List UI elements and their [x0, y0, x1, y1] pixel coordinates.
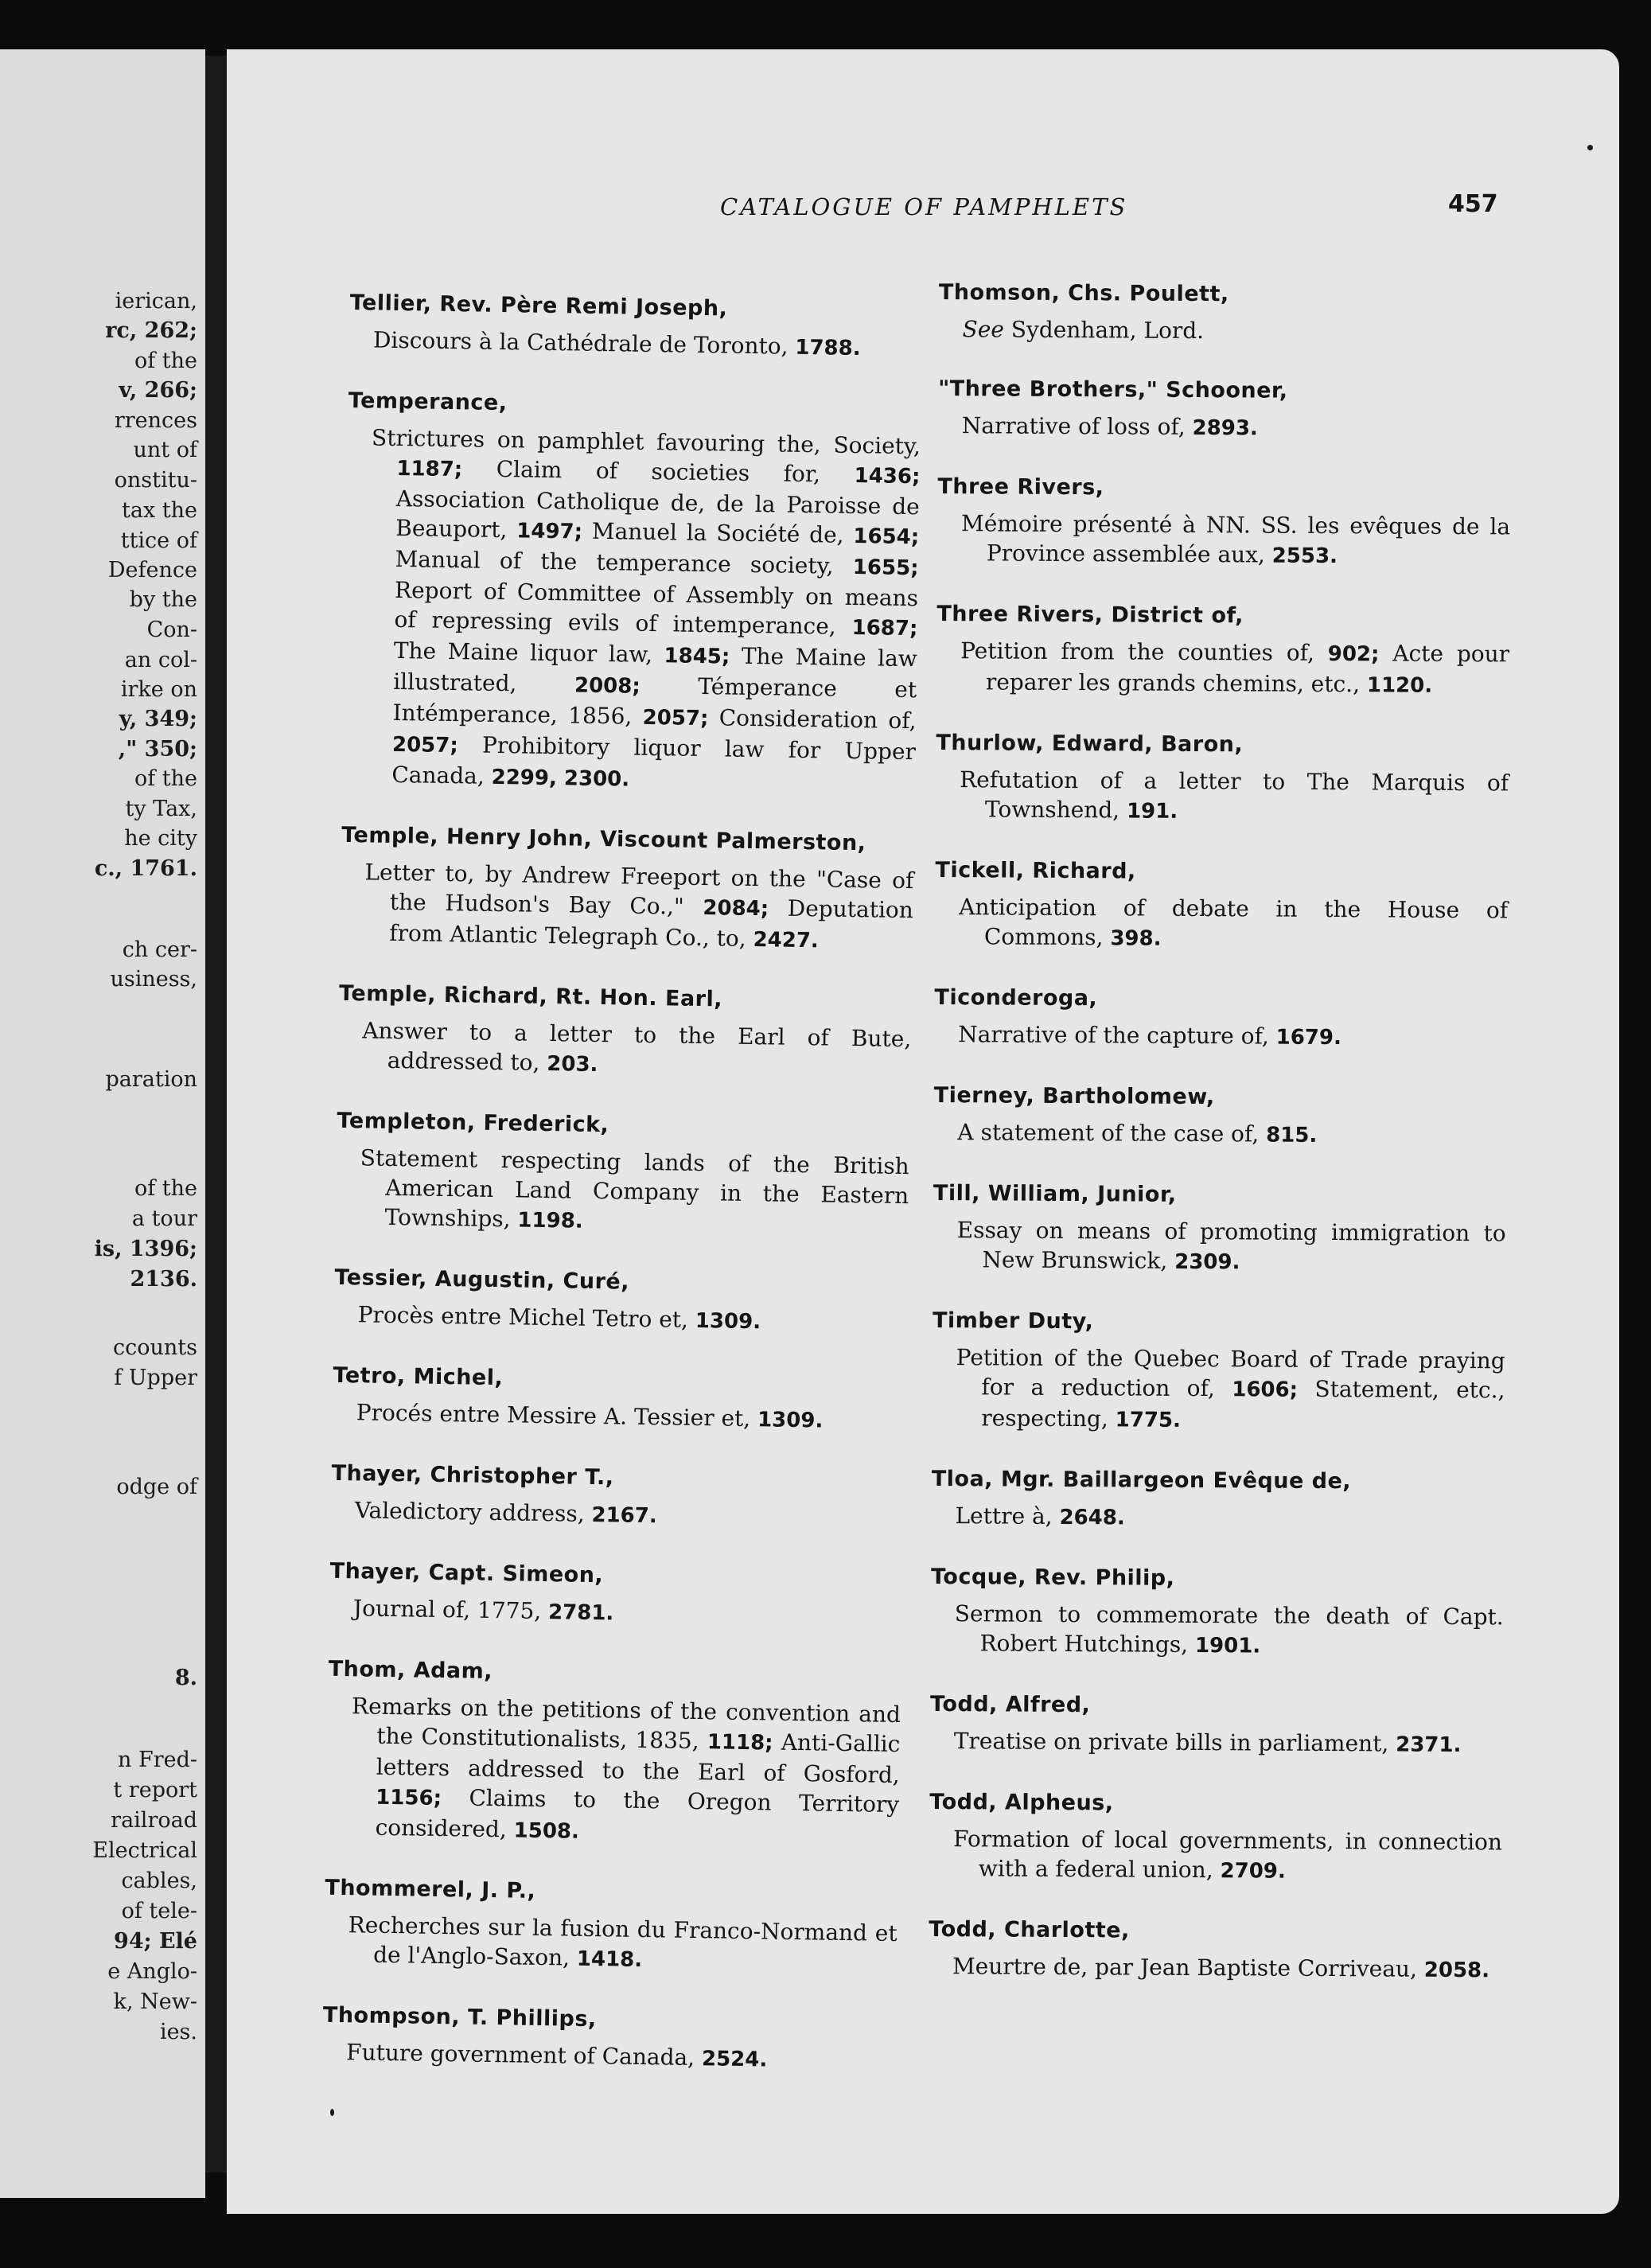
- entry-heading: "Three Brothers," Schooner,: [938, 376, 1288, 403]
- catalogue-number: 1508.: [513, 1818, 580, 1844]
- catalogue-number: 1655;: [852, 555, 919, 581]
- catalogue-number: 2058.: [1423, 1958, 1490, 1983]
- catalogue-number: 191.: [1126, 799, 1178, 824]
- left-page-text: Defence: [107, 558, 197, 583]
- entry-text-run: Future government of Canada,: [345, 2039, 703, 2071]
- entry-text-run: Deputation from Atlantic Telegraph Co., to,: [389, 894, 914, 953]
- entry-text-run: Statement respecting lands of the British American Land Company in the Eastern Townships,: [360, 1144, 910, 1233]
- left-page-text: of the: [134, 349, 197, 373]
- catalogue-number: 1687;: [851, 615, 918, 641]
- catalogue-entry: [930, 1562, 1504, 1662]
- entry-heading: Thayer, Capt. Simeon,: [329, 1558, 604, 1588]
- catalogue-number: 1120.: [1366, 673, 1433, 698]
- left-page-text: onstitu-: [114, 468, 197, 493]
- catalogue-entry: [333, 1263, 907, 1339]
- entry-heading: Temple, Henry John, Viscount Palmerston,: [341, 822, 866, 856]
- entry-text: [953, 1824, 1502, 1888]
- catalogue-number: 2709.: [1220, 1859, 1286, 1884]
- entry-text-run: Anti-Gallic letters addressed to the Earl of Gosford,: [376, 1728, 901, 1789]
- catalogue-page: [227, 49, 1619, 2214]
- entry-text-run: Manual of the temperance society,: [395, 545, 854, 579]
- catalogue-entry: [936, 599, 1510, 701]
- entry-text: [955, 1501, 1504, 1535]
- left-page-text: ccounts: [113, 1335, 197, 1360]
- catalogue-number: 2084;: [703, 896, 769, 922]
- entry-text-run: Answer to a letter to the Earl of Bute, addressed to,: [362, 1017, 912, 1077]
- left-page-text: ies.: [159, 2020, 197, 2044]
- entry-text: [366, 423, 921, 799]
- catalogue-number: 2427.: [753, 928, 820, 953]
- entry-heading: Templeton, Frederick,: [337, 1108, 609, 1138]
- left-page-text: ty Tax,: [125, 797, 197, 821]
- catalogue-entry: [335, 1106, 909, 1241]
- entry-heading: Thom, Adam,: [328, 1656, 493, 1685]
- entry-text: [962, 411, 1511, 445]
- entry-text: [361, 1015, 911, 1085]
- entry-text-run: Petition from the counties of,: [960, 637, 1328, 666]
- left-page-text: cables,: [121, 1869, 197, 1893]
- entry-text-run: Sydenham, Lord.: [1003, 316, 1205, 345]
- catalogue-entry: [325, 1654, 901, 1852]
- catalogue-number: 398.: [1110, 926, 1162, 951]
- entry-text-run: See: [962, 316, 1005, 343]
- catalogue-entry: [329, 1557, 903, 1633]
- entry-heading: Ticonderoga,: [934, 984, 1098, 1011]
- catalogue-number: 1654;: [853, 524, 920, 550]
- entry-text: [954, 1599, 1503, 1662]
- left-page-text: of tele-: [121, 1899, 197, 1923]
- left-page-fragment: [0, 49, 205, 2198]
- left-page-text: of the: [134, 1176, 197, 1201]
- entry-text-run: A statement of the case of,: [957, 1119, 1267, 1148]
- catalogue-entry: [930, 1689, 1504, 1760]
- left-page-text: Con-: [146, 618, 197, 642]
- entry-heading: Tessier, Augustin, Curé,: [334, 1265, 630, 1295]
- catalogue-number: 1198.: [517, 1208, 583, 1233]
- entry-text-run: The Maine law illustrated,: [392, 642, 918, 698]
- entry-text-run: Lettre à,: [955, 1502, 1060, 1530]
- catalogue-entry: [934, 983, 1508, 1054]
- entry-text-run: Journal of, 1775,: [352, 1595, 549, 1625]
- catalogue-number: 2057;: [391, 732, 458, 758]
- entry-heading: Thurlow, Edward, Baron,: [936, 730, 1244, 758]
- catalogue-number: 2781.: [547, 1600, 614, 1626]
- entry-heading: Todd, Alfred,: [929, 1691, 1091, 1718]
- entry-heading: Three Rivers, District of,: [936, 601, 1244, 629]
- catalogue-entry: [324, 1873, 898, 1979]
- entry-text: [348, 1910, 898, 1979]
- catalogue-entry: [936, 728, 1509, 828]
- entry-text-run: Mémoire présenté à NN. SS. les evêques de la Province assemblée aux,: [961, 510, 1511, 568]
- left-column: [321, 288, 923, 2107]
- catalogue-number: 1156;: [375, 1785, 442, 1811]
- entry-text: [952, 1951, 1501, 1985]
- entry-heading: Tetro, Michel,: [333, 1362, 504, 1391]
- page-number: 457: [1448, 190, 1498, 218]
- entry-text-run: Valedictory address,: [354, 1497, 592, 1527]
- catalogue-number: 1309.: [757, 1408, 824, 1433]
- catalogue-entry: [931, 1464, 1505, 1535]
- entry-heading: Timber Duty,: [932, 1307, 1094, 1335]
- left-page-text: k, New-: [113, 1989, 197, 2014]
- entry-text: [349, 1691, 901, 1852]
- left-page-text: tax the: [122, 498, 197, 523]
- entry-text-run: The Maine liquor law,: [393, 637, 664, 668]
- left-page-text: e Anglo-: [107, 1959, 197, 1984]
- entry-heading: Temple, Richard, Rt. Hon. Earl,: [338, 980, 723, 1012]
- entry-text: [355, 1495, 905, 1535]
- entry-text-run: Report of Committee of Assembly on means of repressing evils of intemperance,: [394, 576, 919, 640]
- catalogue-number: 2371.: [1396, 1732, 1462, 1758]
- entry-text-run: Meurtre de, par Jean Baptiste Corriveau,: [952, 1953, 1424, 1982]
- left-page-text: an col-: [124, 648, 197, 672]
- entry-text: [958, 1019, 1507, 1054]
- entry-heading: Todd, Alpheus,: [929, 1789, 1114, 1816]
- entry-text-run: Letter to, by Andrew Freeport on the "Case of the Hudson's Bay Co.,": [364, 859, 914, 921]
- entry-text-run: Formation of local governments, in connection with a federal union,: [952, 1826, 1503, 1884]
- entry-text-run: Discours à la Cathédrale de Toronto,: [372, 326, 796, 360]
- entry-text-run: Claims to the Oregon Territory considered,: [375, 1784, 900, 1843]
- book-gutter: [205, 56, 229, 2173]
- left-page-text: ch cer-: [122, 937, 197, 962]
- catalogue-number: 1901.: [1194, 1633, 1261, 1658]
- scan-speck: [330, 2109, 334, 2116]
- entry-text-run: Anticipation of debate in the House of Commons,: [959, 894, 1509, 951]
- entry-text-run: Narrative of the capture of,: [958, 1021, 1276, 1050]
- catalogue-entry: [340, 820, 914, 957]
- scan-speck: [1587, 145, 1593, 150]
- left-page-text: 94; Elé: [114, 1929, 197, 1954]
- catalogue-number: 1606;: [1232, 1378, 1299, 1402]
- entry-text: [346, 2037, 896, 2077]
- entry-text-run: Recherches sur la fusion du Franco-Normand et de l'Anglo-Saxon,: [348, 1911, 898, 1971]
- catalogue-number: 2167.: [591, 1502, 657, 1529]
- entry-text: [960, 636, 1509, 701]
- running-head: CATALOGUE OF PAMPHLETS: [720, 193, 1128, 220]
- entry-text: [962, 314, 1511, 347]
- catalogue-entry: [337, 979, 912, 1085]
- entry-text-run: Association Catholique de, de la Paroisse de Beauport,: [395, 485, 921, 544]
- catalogue-entry: [332, 1361, 905, 1437]
- entry-text-run: Refutation of a letter to The Marquis of Townshend,: [960, 766, 1509, 824]
- catalogue-entry: [935, 855, 1509, 956]
- entry-text: [353, 1593, 903, 1633]
- catalogue-entry: [349, 288, 923, 364]
- entry-text-run: Remarks on the petitions of the convention and the Constitutionalists, 1835,: [351, 1693, 901, 1755]
- catalogue-entry: [331, 1459, 905, 1535]
- entry-text-run: Acte pour reparer les grands chemins, etc.,: [985, 640, 1510, 698]
- left-page-text: v, 266;: [119, 378, 197, 403]
- entry-text-run: Manuel la Société de,: [582, 517, 854, 548]
- left-page-text: usiness,: [110, 967, 197, 992]
- catalogue-entry: [932, 1306, 1505, 1437]
- catalogue-number: 1118;: [707, 1730, 773, 1756]
- catalogue-number: 2299, 2300.: [491, 765, 630, 792]
- left-page-text: a tour: [131, 1206, 197, 1231]
- entry-heading: Tickell, Richard,: [935, 857, 1136, 884]
- catalogue-number: 1436;: [854, 463, 921, 489]
- entry-heading: Thomson, Chs. Poulett,: [938, 279, 1229, 307]
- catalogue-entry: [933, 1081, 1507, 1152]
- entry-text-run: Prohibitory liquor law for Upper Canada,: [391, 731, 917, 789]
- right-column: [929, 278, 1512, 2016]
- entry-text: [356, 1397, 905, 1437]
- left-page-text: t report: [113, 1778, 197, 1802]
- entry-heading: Tellier, Rev. Père Remi Joseph,: [349, 290, 728, 321]
- entry-text-run: Statement, etc., respecting,: [981, 1375, 1505, 1432]
- entry-text-run: Essay on means of promoting immigration to New Brunswick,: [956, 1217, 1506, 1274]
- left-page-text: y, 349;: [119, 707, 197, 731]
- entry-heading: Tierney, Bartholomew,: [933, 1082, 1215, 1110]
- entry-text: [956, 1215, 1505, 1279]
- left-page-text: 8.: [174, 1666, 197, 1690]
- catalogue-number: 1679.: [1275, 1025, 1342, 1050]
- entry-text: [960, 765, 1509, 828]
- catalogue-number: 1187;: [396, 456, 463, 482]
- entry-text-run: Témperance et Intémperance, 1856,: [392, 672, 917, 730]
- entry-heading: Thommerel, J. P.,: [325, 1875, 536, 1904]
- left-page-text: odge of: [116, 1475, 197, 1499]
- entry-heading: Tocque, Rev. Philip,: [930, 1564, 1175, 1591]
- left-page-text: paration: [105, 1067, 197, 1092]
- entry-text: [961, 509, 1510, 572]
- entry-heading: Todd, Charlotte,: [929, 1916, 1130, 1943]
- entry-text: [954, 1726, 1503, 1760]
- catalogue-entry: [933, 1179, 1506, 1279]
- left-page-text: 2136.: [130, 1267, 197, 1292]
- left-page-text: is, 1396;: [94, 1237, 197, 1261]
- left-page-text: f Upper: [114, 1366, 197, 1390]
- left-page-text: of the: [134, 766, 197, 791]
- catalogue-number: 902;: [1327, 641, 1380, 667]
- entry-text: [957, 1117, 1506, 1152]
- entry-text-run: Claim of societies for,: [461, 455, 855, 488]
- entry-text-run: Procès entre Michel Tetro et,: [357, 1301, 696, 1333]
- left-page-text: n Fred-: [118, 1748, 197, 1772]
- entry-text-run: Procés entre Messire A. Tessier et,: [356, 1399, 758, 1432]
- entry-text-run: Consideration of,: [708, 704, 917, 735]
- left-page-text: ," 350;: [118, 737, 197, 762]
- catalogue-number: 2309.: [1174, 1249, 1240, 1275]
- catalogue-number: 2553.: [1271, 544, 1338, 569]
- catalogue-number: 1775.: [1115, 1408, 1182, 1432]
- catalogue-entry: [938, 278, 1511, 347]
- entry-text-run: Treatise on private bills in parliament,: [953, 1728, 1396, 1757]
- catalogue-entry: [322, 2001, 896, 2077]
- entry-heading: Thompson, T. Phillips,: [322, 2002, 597, 2032]
- catalogue-number: 1497;: [516, 519, 583, 544]
- entry-text-run: Petition of the Quebec Board of Trade praying for a reduction of,: [956, 1344, 1505, 1402]
- entry-text-run: Strictures on pamphlet favouring the, Society,: [371, 424, 921, 460]
- entry-heading: Three Rivers,: [937, 473, 1104, 501]
- catalogue-entry: [938, 374, 1512, 445]
- entry-text-run: Sermon to commemorate the death of Capt. Robert Hutchings,: [954, 1600, 1504, 1658]
- entry-text: [373, 325, 923, 364]
- left-page-text: rc, 262;: [105, 318, 197, 343]
- entry-text: [357, 1300, 907, 1339]
- catalogue-number: 1788.: [795, 335, 861, 361]
- catalogue-number: 2008;: [574, 673, 641, 699]
- catalogue-number: 2524.: [701, 2047, 768, 2072]
- catalogue-number: 2057;: [642, 705, 709, 731]
- entry-text: [359, 1143, 909, 1241]
- catalogue-entry: [929, 1787, 1503, 1888]
- catalogue-number: 1309.: [695, 1308, 761, 1335]
- catalogue-number: 2893.: [1192, 415, 1258, 441]
- left-page-text: Electrical: [92, 1838, 197, 1863]
- left-page-text: ttice of: [120, 528, 197, 553]
- catalogue-entry: [929, 1915, 1502, 1985]
- entry-heading: Temperance,: [348, 388, 508, 416]
- left-page-text: he city: [124, 826, 197, 851]
- entry-heading: Thayer, Christopher T.,: [331, 1460, 614, 1491]
- left-page-text: irke on: [120, 677, 197, 702]
- left-page-text: rrences: [114, 408, 197, 433]
- catalogue-number: 2648.: [1059, 1505, 1125, 1530]
- left-page-text: ierican,: [115, 289, 197, 314]
- catalogue-number: 203.: [547, 1052, 598, 1077]
- left-page-text: railroad: [111, 1808, 197, 1833]
- catalogue-entry: [342, 386, 921, 799]
- catalogue-number: 1418.: [576, 1947, 643, 1973]
- catalogue-number: 1845;: [664, 644, 730, 669]
- entry-text: [364, 857, 914, 957]
- catalogue-entry: [937, 472, 1511, 572]
- left-page-text: by the: [129, 587, 197, 612]
- left-page-text: unt of: [133, 438, 197, 462]
- entry-text: [956, 1342, 1505, 1437]
- entry-text-run: Narrative of loss of,: [961, 412, 1193, 440]
- entry-heading: Tloa, Mgr. Baillargeon Evêque de,: [931, 1466, 1352, 1494]
- entry-heading: Till, William, Junior,: [933, 1180, 1177, 1207]
- left-page-text: c., 1761.: [94, 856, 197, 881]
- entry-text: [959, 892, 1508, 956]
- catalogue-number: 815.: [1266, 1123, 1318, 1148]
